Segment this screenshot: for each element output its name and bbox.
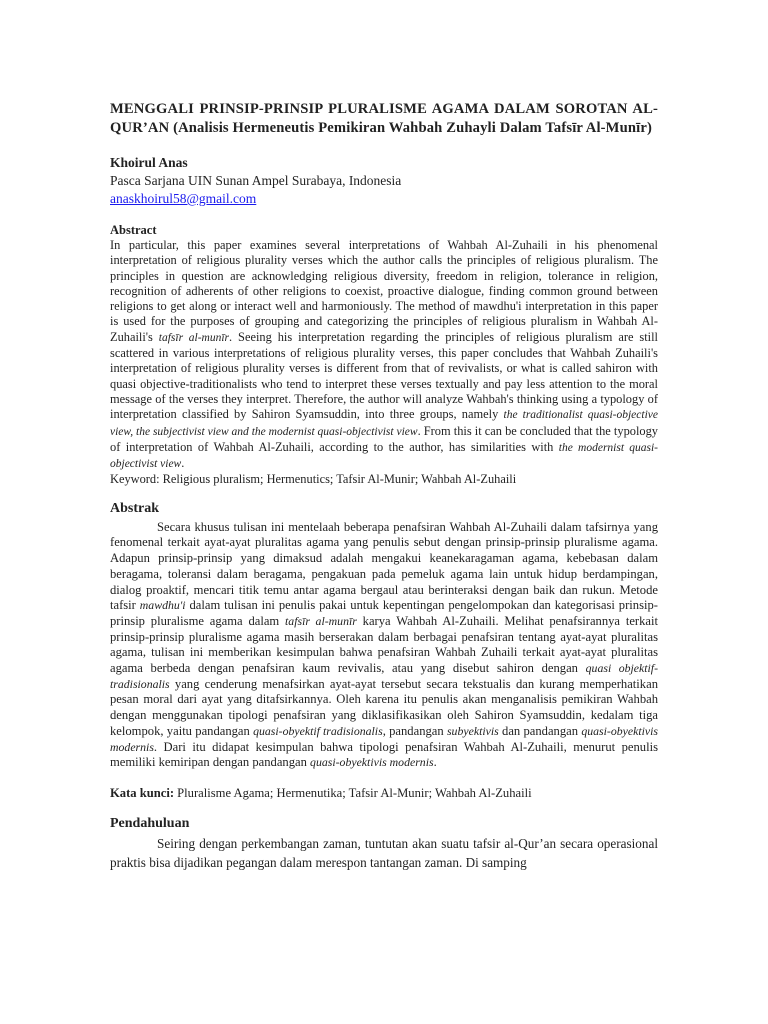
abstract-text-3: . From this it can be concluded that the typology of interpretation of Wahbah Al-Zuhaili, according to the author, has similarities with — [110, 423, 658, 454]
abstrak-italic-6: quasi-obyektivis modernis — [110, 723, 658, 754]
author-name: Khoirul Anas — [110, 155, 188, 170]
abstrak-text-8: . — [433, 755, 437, 770]
abstrak-text-3: karya Wahbah Al-Zuhaili. Melihat penafsirannya terkait prinsip-prinsip pluralisme agama masih berserakan dalam berbagai penafsiran tentang ayat-ayat pluralitas agama, tulisan ini memberikan kesimpulan bahwa penafsiran Wahbah Zuhaili terkait ayat-ayat pluralitas agama berbeda dengan penafsiran kaum revivalis, atau yang disebut sahiron dengan — [110, 613, 658, 676]
abstrak-italic-2: tafsīr al-munīr — [285, 613, 357, 628]
abstrak-italic-3: quasi objektif-tradisionalis — [110, 661, 658, 691]
abstract-italic-2: the traditionalist quasi-objective view, the subjectivist view and the modernist quasi-objectivist view — [110, 409, 658, 438]
paper-page — [110, 100, 658, 872]
abstrak-italic-1: mawdhu'i — [139, 598, 186, 613]
abstrak-body — [110, 520, 658, 771]
pendahuluan-body: Seiring dengan perkembangan zaman, tuntutan akan suatu tafsir al-Qur’an secara operasional praktis bisa dijadikan pegangan dalam merespon tantangan zaman. Di samping — [110, 836, 658, 870]
pendahuluan-heading: Pendahuluan — [110, 816, 190, 831]
abstrak-text-4: yang cenderung menafsirkan ayat-ayat tersebut secara tekstualis dan kurang memperhatikan pesan moral dari ayat yang ditafsirkannya. Oleh karena itu penulis akan menganalisis pemikiran Wahbah dengan menggunakan tipologi penafsiran yang diklasifikasikan oleh Sahiron Syamsuddin, kedalam tiga kelompok, yaitu pandangan — [110, 676, 658, 738]
abstrak-heading: Abstrak — [110, 500, 160, 516]
abstrak-text-6: dan pandangan — [498, 723, 582, 738]
abstrak-text-1: Secara khusus tulisan ini mentelaah beberapa penafsiran Wahbah Al-Zuhaili dalam tafsirnya yang fenomenal terkait ayat-ayat pluralitas agama yang penulis sebut dengan prinsip-prinsip pluralisme agama. Adapun prinsip-prinsip yang dimaksud adalah mengakui keanekaragaman agama, kebebasan dalam beragama, toleransi dalam beragama, pengakuan pada pemeluk agama lain untuk hidup berdampingan, dialog proaktif, mencari titik temu antar agama bergaul atau berinteraksi dengan baik dan rukun. Metode tafsir — [110, 519, 658, 613]
abstract-text-4: . — [181, 456, 185, 471]
paper-title: MENGGALI PRINSIP-PRINSIP PLURALISME AGAMA DALAM SOROTAN AL-QUR’AN (Analisis Hermeneutis Pemikiran Wahbah Zuhayli Dalam Tafsīr Al-Munīr) — [110, 101, 658, 136]
author-email-link[interactable]: anaskhoirul58@gmail.com — [110, 191, 257, 206]
abstrak-italic-5: subyektivis — [446, 723, 499, 738]
abstrak-italic-4: quasi-obyektif tradisionalis — [253, 723, 383, 738]
kata-kunci-text: Pluralisme Agama; Hermenutika; Tafsir Al-Munir; Wahbah Al-Zuhaili — [174, 786, 532, 800]
kata-kunci — [110, 785, 658, 801]
abstrak-text-2: dalam tulisan ini penulis pakai untuk kepentingan pengelompokan dan kategorisasi prinsip-prinsip pluralisme agama dalam — [110, 598, 658, 628]
abstract-italic-1: tafsīr al-munīr — [158, 331, 230, 344]
abstract-keywords: Keyword: Religious pluralism; Hermenutics; Tafsir Al-Munir; Wahbah Al-Zuhaili — [110, 472, 517, 487]
abstract-label: Abstract — [110, 223, 157, 237]
abstract-text-2: . Seeing his interpretation regarding the principles of religious pluralism are still scattered in various interpretations of religious plurality verses, this paper concludes that Wahbah Zuhaili's interpretation of religious plurality verses is different from that of revivalists, or what is called sahiron with quasi objective-traditionalists who tend to interpret these verses textually and pay less attention to the moral message of the verses they interpret. Therefore, the author will analyze Wahbah's thinking using a typology of interpretation classified by Sahiron Syamsuddin, into three groups, namely — [110, 329, 658, 422]
abstrak-italic-7: quasi-obyektivis modernis — [310, 755, 434, 770]
abstrak-text-5: , pandangan — [382, 723, 447, 738]
abstract-text-1: In particular, this paper examines several interpretations of Wahbah Al-Zuhaili in his phenomenal interpretation of religious plurality verses which the author calls the principles of religious pluralism. The principles in question are acknowledging religious diversity, freedom in religion, tolerance in religion, recognition of adherents of other religions to coexist, proactive dialogue, finding common ground between religions to get along or interact well and harmoniously. The method of mawdhu'i interpretation in this paper is used for the purposes of grouping and categorizing the principles of religious pluralism in Wahbah Al-Zuhaili's — [110, 238, 658, 344]
author-affiliation: Pasca Sarjana UIN Sunan Ampel Surabaya, Indonesia — [110, 173, 402, 188]
abstract-italic-3: the modernist quasi-objectivist view — [110, 441, 658, 471]
kata-kunci-label: Kata kunci: — [110, 786, 175, 800]
abstrak-text-7: . Dari itu didapat kesimpulan bahwa tipologi penafsiran Wahbah Al-Zuhaili, menurut penulis memiliki kemiripan dengan pandangan — [110, 739, 658, 770]
abstract-body — [110, 238, 658, 472]
